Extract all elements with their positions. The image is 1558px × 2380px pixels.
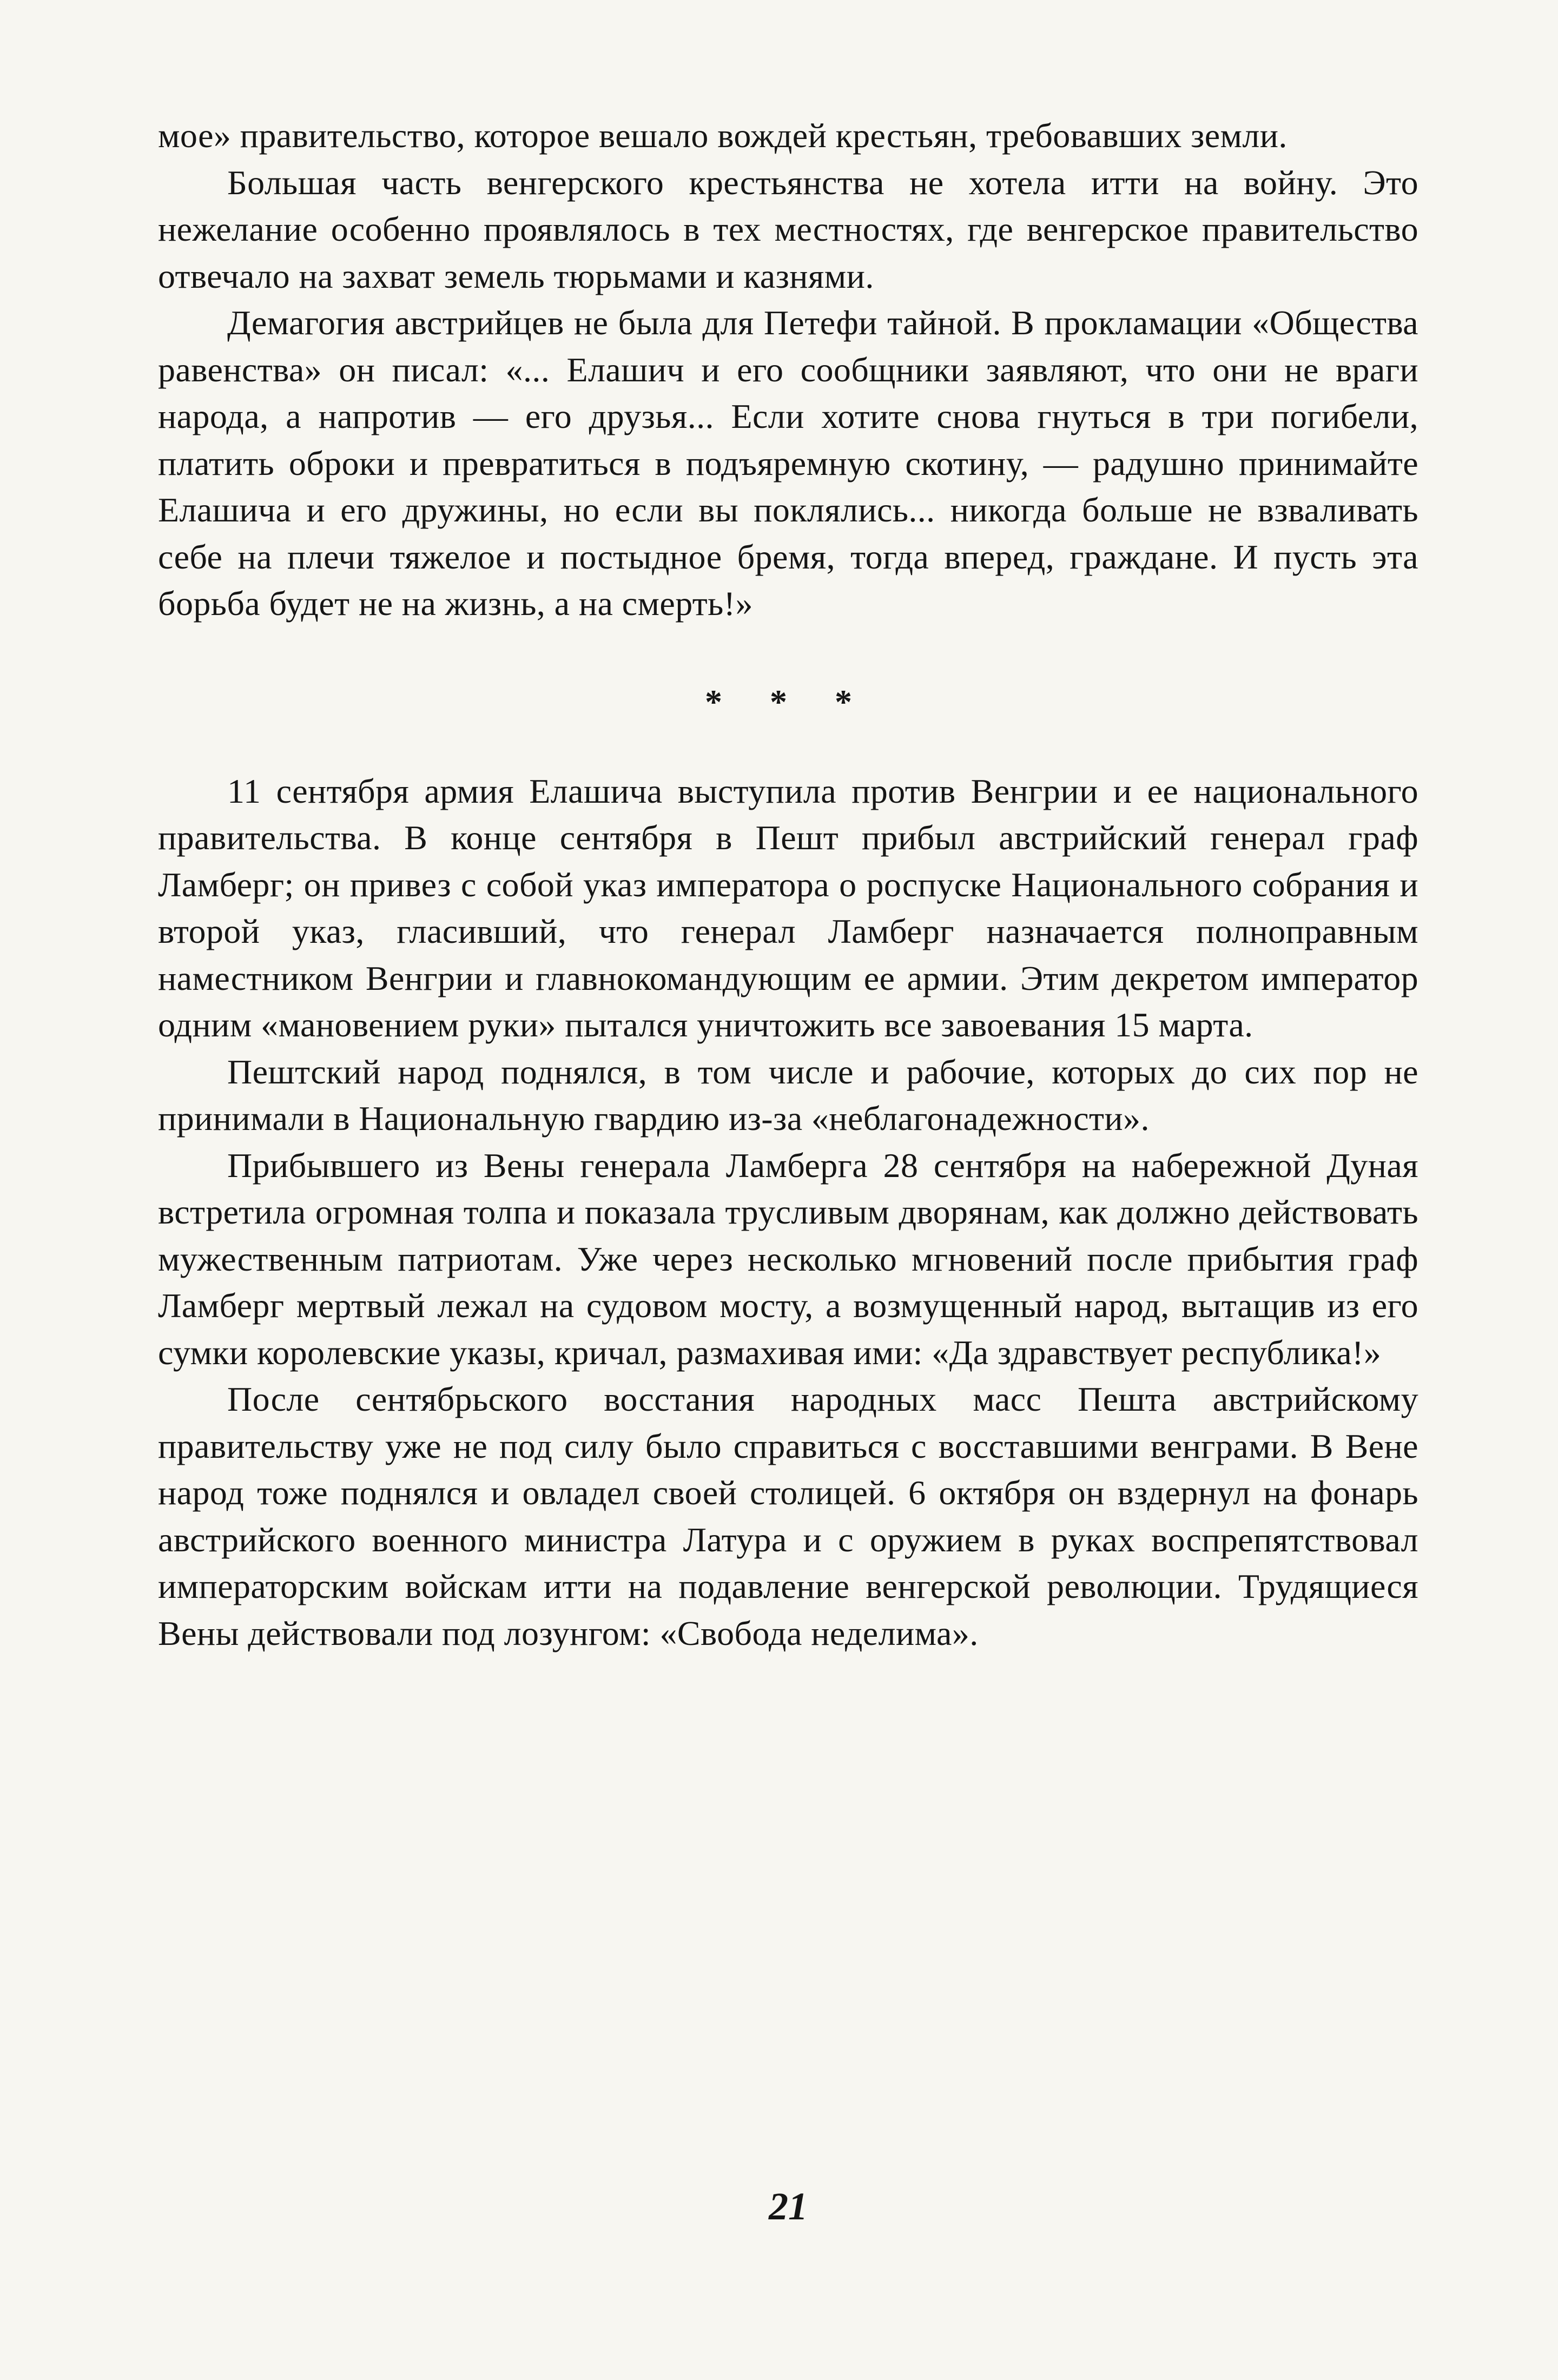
paragraph: 11 сентября армия Елашича выступила против Венгрии и ее национального правительства. В конце сентября в Пешт прибыл австрийский генерал граф Ламберг; он привез с собой указ императора о роспуске Национального собрания и второй указ, гласивший, что генерал Ламберг назначается полноправным наместником Венгрии и главнокомандующим ее армии. Этим декретом император одним «мановением руки» пытался уничтожить все завоевания 15 марта. bbox=[158, 771, 1418, 1044]
paragraph: Прибывшего из Вены генерала Ламберга 28 сентября на набережной Дуная встретила огромная толпа и показала трусливым дворянам, как должно действовать мужественным патриотам. Уже через несколько мгновений после прибытия граф Ламберг мертвый лежал на судовом мосту, а возмущенный народ, вытащив из его сумки королевские указы, кричал, размахивая ими: «Да здравствует республика!» bbox=[158, 1146, 1418, 1372]
separator-asterisks: * * * bbox=[705, 682, 872, 721]
page-number: 21 bbox=[769, 2185, 808, 2228]
section-separator bbox=[158, 627, 1418, 768]
text-section-2 bbox=[158, 768, 1418, 1657]
paragraph: Большая часть венгерского крестьянства не хотела итти на войну. Это нежелание особенно проявлялось в тех местностях, где венгерское правительство отвечало на захват земель тюрьмами и казнями. bbox=[158, 163, 1418, 295]
paragraph: После сентябрьского восстания народных масс Пешта австрийскому правительству уже не под силу было справиться с восставшими венграми. В Вене народ тоже поднялся и овладел своей столицей. 6 октября он вздернул на фонарь австрийского военного министра Латура и с оружием в руках воспрепятствовал императорским войскам итти на подавление венгерской революции. Трудящиеся Вены действовали под лозунгом: «Свобода неделима». bbox=[158, 1380, 1418, 1652]
paragraph: Демагогия австрийцев не была для Петефи тайной. В прокламации «Общества равенства» он писал: «... Елашич и его сообщники заявляют, что они не враги народа, а напротив — его друзья... Если хотите снова гнуться в три погибели, платить оброки и превратиться в подъяремную скотину, — радушно принимайте Елашича и его дружины, но если вы поклялись... никогда больше не взваливать себе на плечи тяжелое и постыдное бремя, тогда вперед, граждане. И пусть эта борьба будет не на жизнь, а на смерть!» bbox=[158, 303, 1418, 623]
document-page bbox=[158, 113, 1418, 2298]
paragraph: мое» правительство, которое вешало вождей крестьян, требовавших земли. bbox=[158, 116, 1288, 155]
text-section-1 bbox=[158, 113, 1418, 627]
paragraph: Пештский народ поднялся, в том числе и рабочие, которых до сих пор не принимали в Национальную гвардию из-за «неблагонадежности». bbox=[158, 1052, 1418, 1138]
